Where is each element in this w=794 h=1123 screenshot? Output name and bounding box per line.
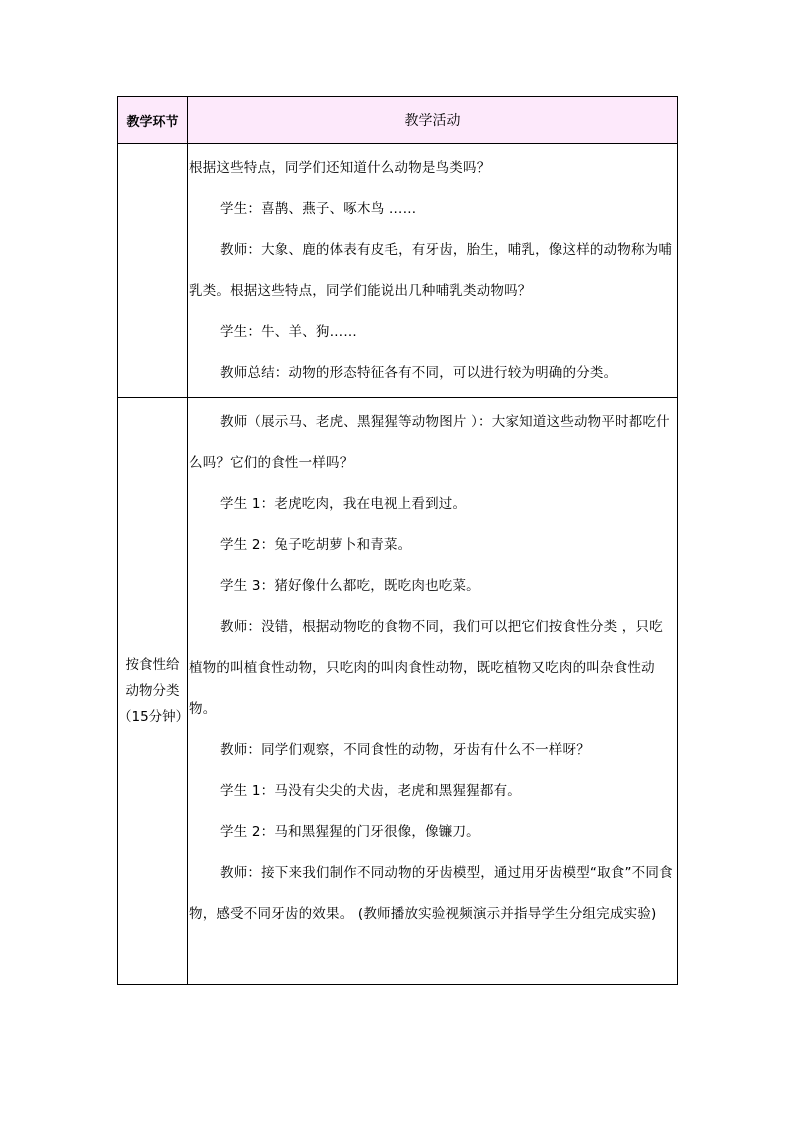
header-activity: 教学活动 bbox=[188, 97, 678, 144]
activity-paragraph: 教师：没错，根据动物吃的食物不同，我们可以把它们按食性分类 ，只吃植物的叫植食性动物，只吃肉的叫肉食性动物，既吃植物又吃肉的叫杂食性动物。 bbox=[189, 619, 663, 717]
table-row bbox=[118, 398, 678, 985]
activity-paragraph: 教师总结：动物的形态特征各有不同，可以进行较为明确的分类。 bbox=[220, 365, 618, 381]
activity-paragraph: 教师：接下来我们制作不同动物的牙齿模型，通过用牙齿模型“取食”不同食物，感受不同牙齿的效果。 (教师播放实验视频演示并指导学生分组完成实验) bbox=[189, 865, 673, 922]
activity-paragraph: 学生 1：马没有尖尖的犬齿，老虎和黑猩猩都有。 bbox=[220, 783, 521, 799]
activity-paragraph: 学生 2：兔子吃胡萝卜和青菜。 bbox=[220, 537, 412, 553]
activity-cell bbox=[188, 144, 678, 398]
activity-paragraph: 学生 1：老虎吃肉，我在电视上看到过。 bbox=[220, 496, 467, 512]
stage-cell bbox=[118, 144, 188, 398]
stage-cell bbox=[118, 398, 188, 985]
stage-line: 动物分类 bbox=[125, 683, 180, 699]
activity-paragraph: 根据这些特点，同学们还知道什么动物是鸟类吗？ bbox=[189, 160, 491, 176]
activity-paragraph: 教师：同学们观察，不同食性的动物，牙齿有什么不一样呀？ bbox=[220, 742, 590, 758]
activity-cell bbox=[188, 398, 678, 985]
stage-line: （15分钟） bbox=[118, 709, 190, 725]
stage-line: 按食性给 bbox=[125, 657, 180, 673]
lesson-plan-table bbox=[117, 96, 678, 985]
header-stage: 教学环节 bbox=[118, 97, 188, 144]
activity-paragraph: 教师（展示马、老虎、黑猩猩等动物图片 ）：大家知道这些动物平时都吃什么吗？它们的食性一样吗？ bbox=[189, 414, 670, 471]
table-row bbox=[118, 144, 678, 398]
activity-paragraph: 学生：牛、羊、狗…… bbox=[220, 324, 357, 340]
activity-paragraph: 教师：大象、鹿的体表有皮毛，有牙齿，胎生，哺乳，像这样的动物称为哺乳类。根据这些特点，同学们能说出几种哺乳类动物吗？ bbox=[189, 242, 673, 299]
table-header-row bbox=[118, 97, 678, 144]
activity-paragraph: 学生：喜鹊、燕子、啄木鸟 …… bbox=[220, 201, 417, 217]
activity-paragraph: 学生 2：马和黑猩猩的门牙很像，像镰刀。 bbox=[220, 824, 480, 840]
activity-paragraph: 学生 3：猪好像什么都吃，既吃肉也吃菜。 bbox=[220, 578, 480, 594]
